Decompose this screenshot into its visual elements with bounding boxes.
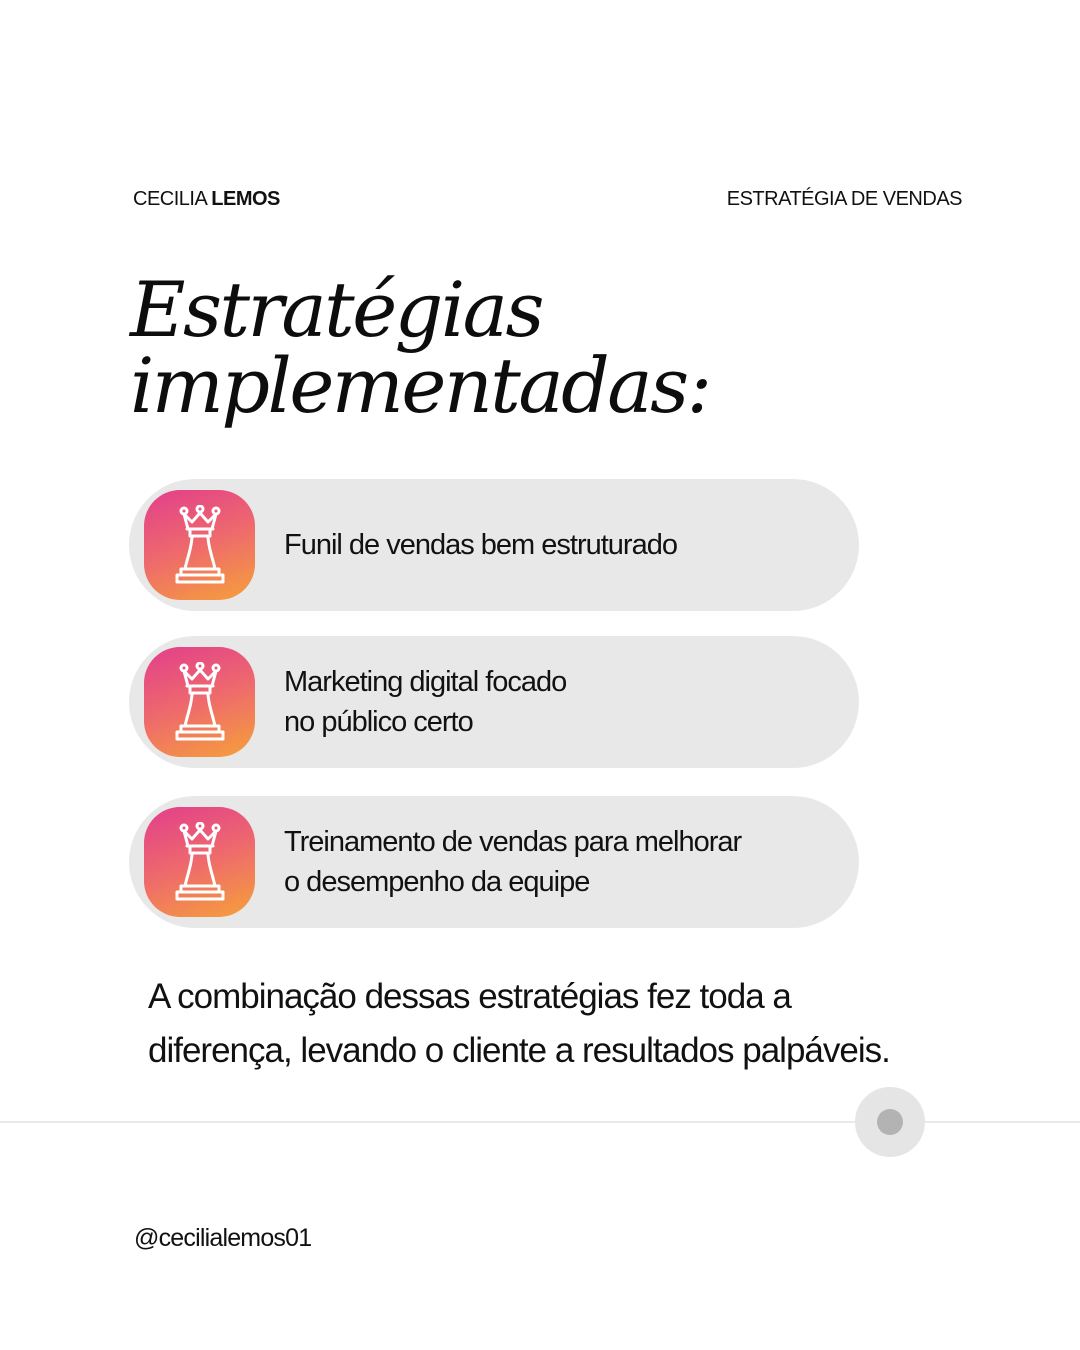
summary-line-2: diferença, levando o cliente a resultados palpáveis. <box>148 1031 890 1070</box>
summary-line-1: A combinação dessas estratégias fez toda a <box>148 977 791 1016</box>
page-indicator-dot <box>855 1087 925 1157</box>
brand-name <box>133 188 280 211</box>
strategy-card-1 <box>129 479 859 611</box>
strategy-text-line: Treinamento de vendas para melhorar <box>284 826 742 858</box>
strategy-badge <box>144 490 255 600</box>
brand-last-name: LEMOS <box>211 188 280 210</box>
strategy-text <box>284 796 741 928</box>
strategy-card-3 <box>129 796 859 928</box>
strategy-text <box>284 636 566 768</box>
strategy-text <box>284 479 677 611</box>
strategy-badge <box>144 647 255 757</box>
strategy-text-line: Marketing digital focado <box>284 666 567 698</box>
chess-queen-icon <box>173 662 227 742</box>
summary-text <box>148 970 1008 1078</box>
section-label: ESTRATÉGIA DE VENDAS <box>726 188 962 210</box>
page-title-line-1: Estratégias <box>130 265 542 354</box>
strategy-text-line: o desempenho da equipe <box>284 866 590 898</box>
brand-first-name: CECILIA <box>133 188 207 210</box>
social-handle: @cecilialemos01 <box>134 1224 312 1252</box>
page-title <box>130 265 710 430</box>
strategy-text-line: no público certo <box>284 706 473 738</box>
page-title-line-2: implementadas: <box>130 341 710 430</box>
strategy-card-2 <box>129 636 859 768</box>
strategy-text-line: Funil de vendas bem estruturado <box>284 529 677 561</box>
chess-queen-icon <box>173 505 227 585</box>
page-indicator-dot-inner <box>877 1109 903 1135</box>
chess-queen-icon <box>173 822 227 902</box>
strategy-badge <box>144 807 255 917</box>
